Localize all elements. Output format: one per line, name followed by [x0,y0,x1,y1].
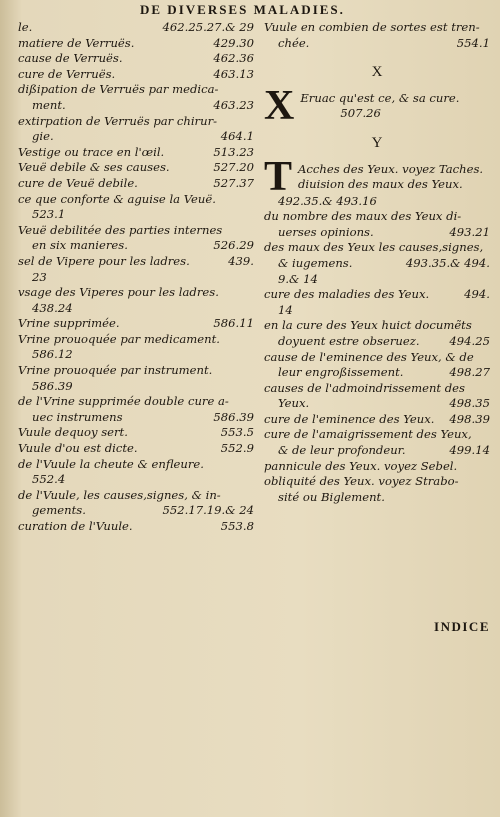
entry-reference: 526.29 [213,238,254,253]
right-column [264,20,490,505]
index-entry [18,20,254,36]
entry-text: de l'Vuule, les causes,signes, & in- [18,487,221,502]
entry-text: cure de l'eminence des Yeux. [264,411,435,426]
entry-text: en la cure des Yeux huict documẽts [264,318,472,333]
entry-reference: 462.25.27.& 29 [162,20,254,34]
index-entry [18,254,254,270]
entry-text: Vuule dequoy sert. [18,425,128,440]
entry-reference: 552.17.19.& 24 [162,503,254,518]
entry-reference: 464.1 [220,129,254,144]
index-entry [264,82,490,129]
entry-continuation: uec instrumens [32,409,123,424]
entry-text: Vrine prouoquée par medicament. [18,331,220,346]
entry-reference: 494. [464,287,490,302]
index-entry [18,114,254,145]
index-entry [18,519,254,535]
drop-cap-t: T [264,153,293,200]
running-header: DE DIVERSES MALADIES. [140,2,345,17]
entry-text: cause de l'eminence des Yeux, & de [264,349,474,364]
entry-reference: 513.23 [213,144,254,159]
index-entry [264,272,490,288]
index-entry [18,160,254,176]
entry-reference: 493.21 [449,224,490,239]
index-entry [18,51,254,67]
entry-text: cause de Verruës. [18,51,123,66]
entry-reference: 492.35.& 493.16 [278,193,377,208]
entry-continuation: chée. [278,35,310,50]
entry-text: des maux des Yeux les causes,signes, [264,240,484,255]
index-entry [264,381,490,412]
entry-text: Vuule en combien de sortes est tren- [264,20,480,34]
entry-continuation: uerses opinions. [278,224,374,239]
index-entry [18,363,254,394]
index-entry [18,488,254,519]
entry-text: cure de l'amaigrissement des Yeux, [264,427,472,442]
entry-reference: 499.14 [449,443,490,458]
entry-reference: 493.35.& 494. [405,255,490,270]
entry-continuation: 523.1 [32,207,66,222]
index-entry [264,459,490,475]
entry-text: obliquité des Yeux. voyez Strabo- [264,474,459,489]
entry-reference: 586.11 [213,316,254,331]
entry-text: de l'Vuule la cheute & enfleure. [18,456,204,471]
index-entry [18,67,254,83]
entry-reference: 463.23 [213,97,254,112]
entry-text: le. [18,20,33,34]
entry-reference: 554.1 [456,35,490,50]
entry-text: 23 [32,269,47,284]
entry-text: Eruac qu'est ce, & sa cure. [300,90,460,105]
catchword: INDICE [434,619,490,634]
entry-continuation: 586.39 [32,378,73,393]
entry-continuation: Yeux. [278,396,310,411]
entry-text: Veuë debilitée des parties internes [18,222,223,237]
right-entries [264,209,490,505]
left-column [18,20,254,535]
entry-text: Vestige ou trace en l'œil. [18,144,165,159]
entry-reference: 494.25 [449,333,490,348]
index-entry [18,457,254,488]
section-letter-y: Y [371,134,383,151]
index-entry [18,332,254,363]
entry-reference: 463.13 [213,66,254,81]
entry-reference: 552.9 [220,441,254,456]
entry-reference: 498.27 [449,365,490,380]
index-entry [18,270,254,286]
entry-text: vsage des Viperes pour les ladres. [18,285,219,300]
index-entry [18,425,254,441]
entry-text-second: diuision des maux des Yeux. [298,177,463,192]
drop-cap-x: X [264,82,295,129]
entry-text: cure de Verruës. [18,66,116,81]
entry-text: dißipation de Verruës par medica- [18,82,219,97]
entry-text: Acches des Yeux. voyez Taches. [298,161,484,176]
entry-text: ce que conforte & aguise la Veuë. [18,191,216,206]
index-entry [264,209,490,240]
index-entry [18,145,254,161]
entry-text: curation de l'Vuule. [18,519,133,533]
entry-text: 14 [278,302,293,317]
index-entry [264,240,490,271]
entry-reference: 527.20 [213,160,254,175]
index-entry [18,441,254,457]
index-entry [264,412,490,428]
entry-continuation: en six manieres. [32,238,128,253]
index-entry [264,287,490,303]
entry-text: Vrine prouoquée par instrument. [18,363,213,378]
entry-reference: 498.35 [449,396,490,411]
entry-text: Vuule d'ou est dicte. [18,441,138,456]
entry-continuation: leur engroßissement. [278,365,404,380]
entry-continuation: gements. [32,503,86,518]
entry-text: 9.& 14 [278,271,318,286]
index-entry [264,318,490,349]
entry-continuation: 586.12 [32,347,73,362]
entry-continuation: 552.4 [32,472,66,487]
entry-text: pannicule des Yeux. voyez Sebel. [264,458,458,473]
entry-text: Vrine supprimée. [18,316,120,331]
section-letter-x: X [371,64,383,81]
entry-text: matiere de Verruës. [18,35,135,50]
entry-continuation: 438.24 [32,300,73,315]
index-entry [264,153,490,210]
entry-reference: 498.39 [449,411,490,426]
index-entry [18,394,254,425]
index-entry [264,350,490,381]
index-entry [264,303,490,319]
index-entry [18,192,254,223]
entry-text: cure de Veuë debile. [18,175,138,190]
index-entry [264,427,490,458]
index-entry [264,474,490,505]
entry-text: causes de l'admoindrissement des [264,380,465,395]
entry-continuation: doyuent estre obseruez. [278,333,420,348]
entry-continuation: & iugemens. [278,255,353,270]
entry-reference: 462.36 [213,51,254,66]
index-entry [18,82,254,113]
entry-text: extirpation de Verruës par chirur- [18,113,218,128]
index-entry [18,316,254,332]
entry-reference: 429.30 [213,35,254,50]
entry-continuation: & de leur profondeur. [278,443,406,458]
entry-reference: 527.37 [213,175,254,190]
entry-text: cure des maladies des Yeux. [264,287,430,302]
entry-continuation: ment. [32,97,66,112]
entry-continuation: gie. [32,129,54,144]
index-entry [18,223,254,254]
index-entry [18,36,254,52]
entry-reference: 553.5 [220,425,254,440]
entry-reference: 439. [228,253,254,268]
entry-text: sel de Vipere pour les ladres. [18,253,190,268]
index-entry [18,176,254,192]
entry-text: Veuë debile & ses causes. [18,160,170,175]
entry-reference: 586.39 [213,409,254,424]
index-entry [18,285,254,316]
entry-reference: 553.8 [220,519,254,533]
entry-text: du nombre des maux des Yeux di- [264,209,462,224]
index-entry [264,20,490,51]
entry-reference: 507.26 [340,106,381,121]
entry-text: de l'Vrine supprimée double cure a- [18,394,229,409]
entry-continuation: sité ou Biglement. [278,489,385,504]
